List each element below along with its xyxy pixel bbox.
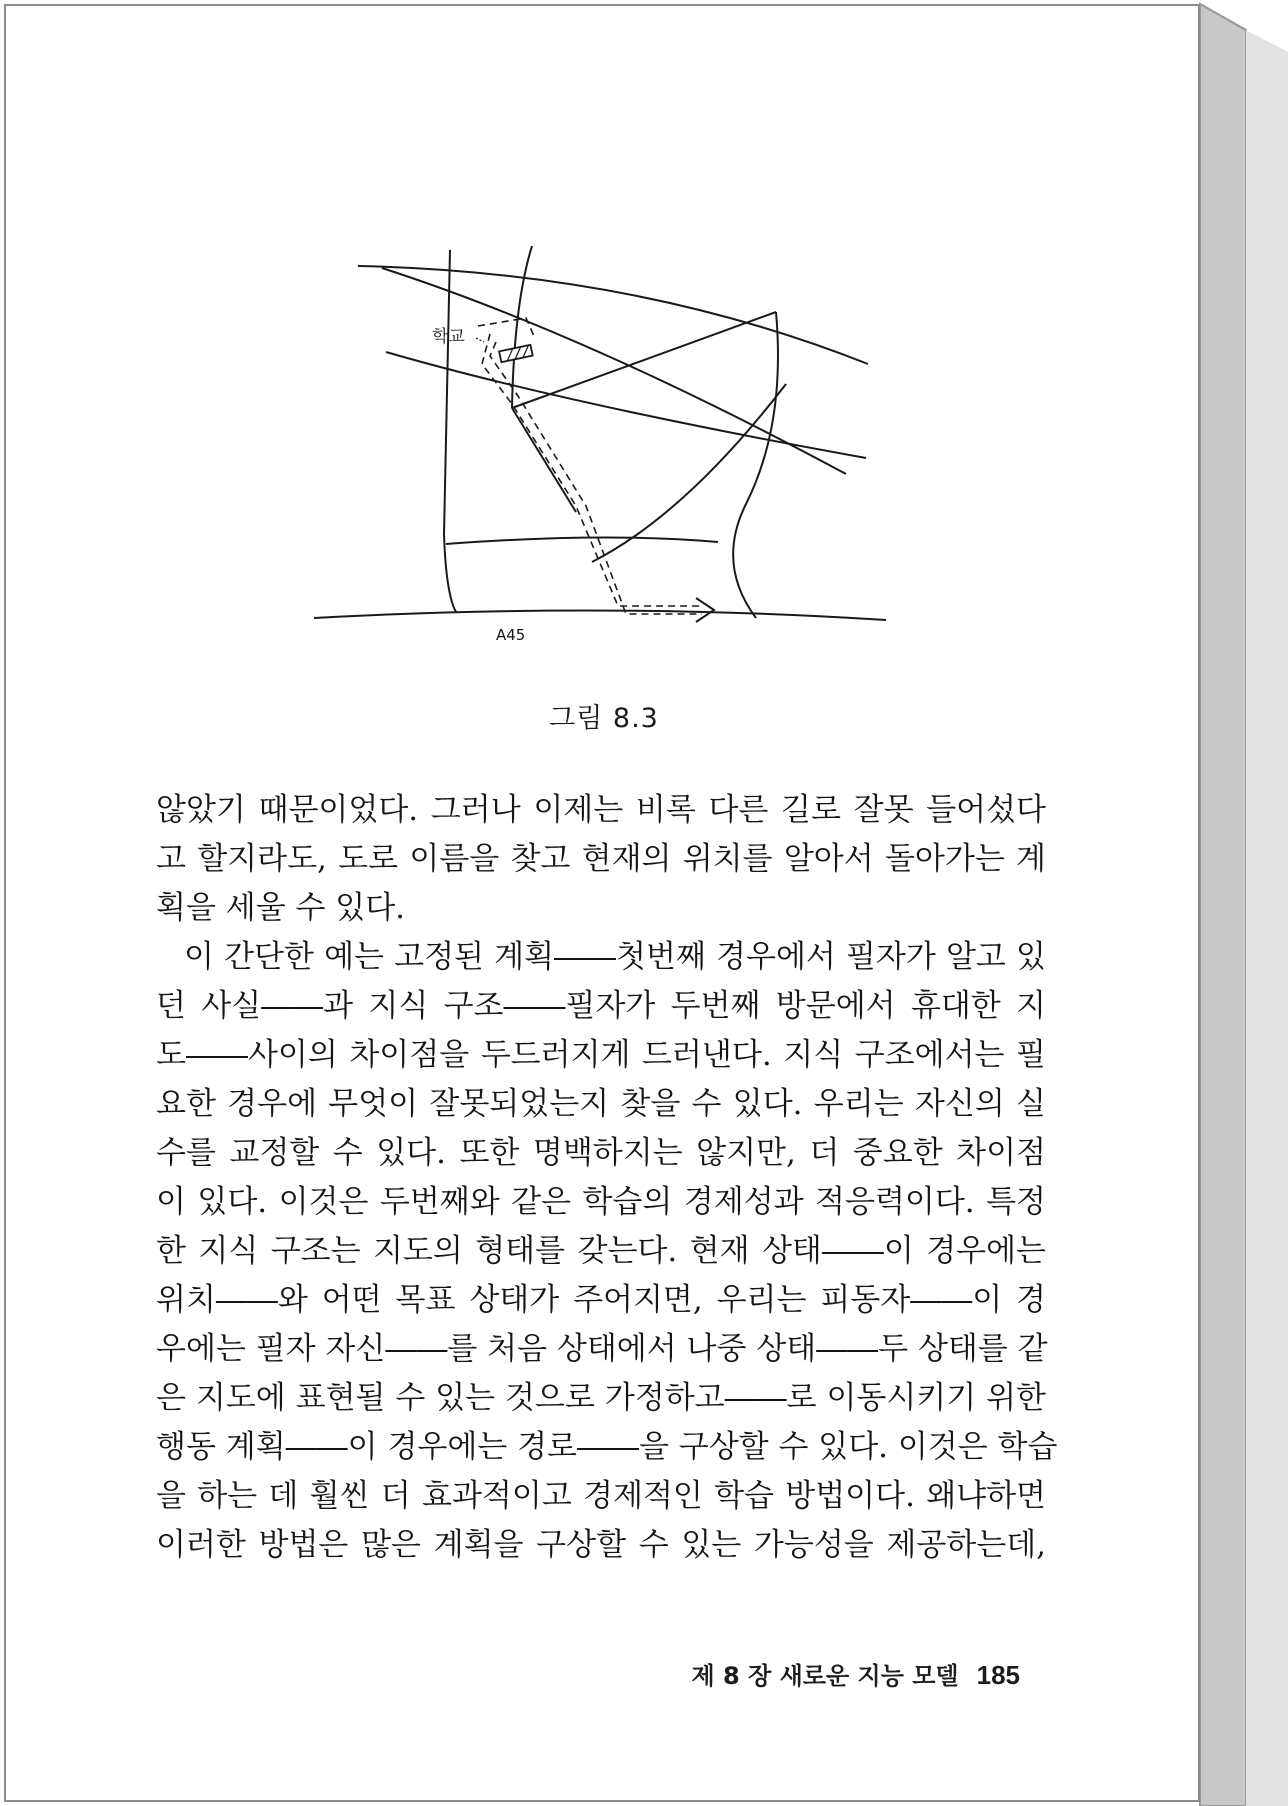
map-road bbox=[386, 352, 866, 458]
text-line: 을 하는 데 훨씬 더 효과적이고 경제적인 학습 방법이다. 왜냐하면 bbox=[156, 1478, 1046, 1514]
body-text bbox=[156, 786, 1058, 1570]
map-road bbox=[512, 312, 776, 408]
text-line: 고 할지라도, 도로 이름을 찾고 현재의 위치를 알아서 돌아가는 계 bbox=[156, 841, 1046, 877]
text-line: 행동 계획――이 경우에는 경로――을 구상할 수 있다. 이것은 학습 bbox=[156, 1429, 1058, 1465]
text-line: 던 사실――과 지식 구조――필자가 두번째 방문에서 휴대한 지 bbox=[156, 988, 1046, 1024]
map-road bbox=[444, 250, 456, 612]
book-page bbox=[4, 4, 1200, 1802]
map-road bbox=[512, 246, 532, 408]
text-line: 도――사이의 차이점을 두드러지게 드러낸다. 지식 구조에서는 필 bbox=[156, 1037, 1046, 1073]
text-line: 획을 세울 수 있다. bbox=[156, 890, 406, 926]
text-line: 수를 교정할 수 있다. 또한 명백하지는 않지만, 더 중요한 차이점 bbox=[156, 1135, 1046, 1171]
map-road bbox=[314, 610, 886, 620]
map-road bbox=[446, 537, 718, 544]
running-title: 제 8 장 새로운 지능 모델 bbox=[691, 1662, 959, 1690]
route-arrow-icon bbox=[696, 598, 714, 622]
route-dashed bbox=[482, 334, 702, 606]
map-road bbox=[733, 312, 778, 618]
text-line: 이 간단한 예는 고정된 계획――첫번째 경우에서 필자가 알고 있 bbox=[184, 939, 1046, 975]
text-line: 요한 경우에 무엇이 잘못되었는지 찾을 수 있다. 우리는 자신의 실 bbox=[156, 1086, 1046, 1122]
school-label: 학교 bbox=[432, 327, 465, 347]
route-dashed bbox=[490, 342, 702, 614]
route-map-figure bbox=[306, 244, 896, 654]
page-footer bbox=[6, 1656, 1020, 1691]
text-line: 한 지식 구조는 지도의 형태를 갖는다. 현재 상태――이 경우에는 bbox=[156, 1233, 1046, 1269]
text-line: 이 있다. 이것은 두번째와 같은 학습의 경제성과 적응력이다. 특정 bbox=[156, 1184, 1046, 1220]
text-line: 은 지도에 표현될 수 있는 것으로 가정하고――로 이동시키기 위한 bbox=[156, 1380, 1046, 1416]
map-road bbox=[358, 266, 868, 364]
text-line: 이러한 방법은 많은 계획을 구상할 수 있는 가능성을 제공하는데, bbox=[156, 1527, 1046, 1563]
text-line: 위치――와 어떤 목표 상태가 주어지면, 우리는 피동자――이 경 bbox=[156, 1282, 1046, 1318]
figure-caption: 그림 8.3 bbox=[549, 703, 659, 734]
road-label-a45: A45 bbox=[496, 626, 526, 644]
map-road bbox=[512, 408, 576, 512]
page-number: 185 bbox=[976, 1660, 1020, 1690]
text-line: 우에는 필자 자신――를 처음 상태에서 나중 상태――두 상태를 같 bbox=[156, 1331, 1048, 1367]
text-line: 않았기 때문이었다. 그러나 이제는 비록 다른 길로 잘못 들어섰다 bbox=[156, 792, 1046, 828]
